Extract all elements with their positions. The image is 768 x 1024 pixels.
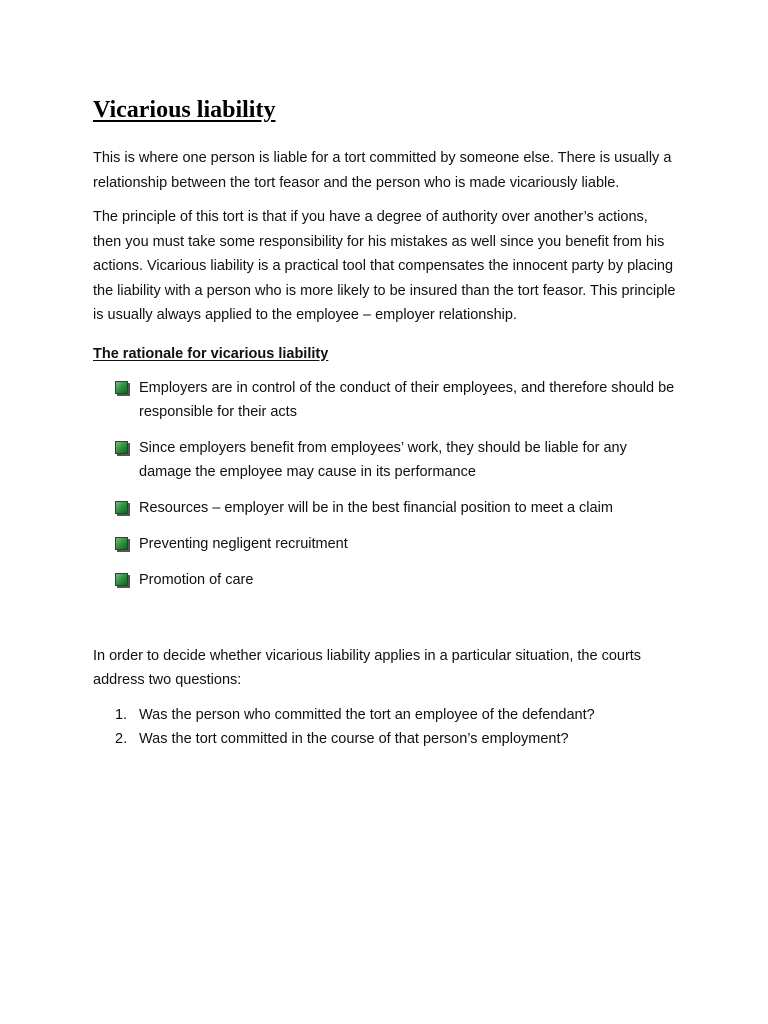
intro-paragraph: This is where one person is liable for a tort committed by someone else. There is usually a relationship between the tort feasor and the person who is made vicariously liable. — [93, 150, 672, 191]
question-item — [115, 727, 678, 751]
green-square-bullet-icon — [115, 441, 128, 454]
question-text: Was the person who committed the tort an employee of the defendant? — [139, 706, 595, 723]
questions-intro-paragraph: In order to decide whether vicarious liability applies in a particular situation, the courts address two questions: — [93, 647, 642, 688]
green-square-bullet-icon — [115, 381, 128, 394]
rationale-list — [93, 376, 678, 592]
list-item — [115, 532, 678, 556]
question-text: Was the tort committed in the course of that person’s employment? — [139, 730, 569, 747]
page-title: Vicarious liability — [93, 97, 276, 123]
list-item-text: Employers are in control of the conduct of their employees, and therefore should be responsible for their acts — [139, 379, 675, 420]
list-item — [115, 376, 678, 424]
green-square-bullet-icon — [115, 537, 128, 550]
list-item — [115, 496, 678, 520]
question-number: 1. — [115, 706, 128, 723]
list-item-text: Since employers benefit from employees’ work, they should be liable for any damage the employee may cause in its performance — [139, 439, 627, 480]
list-item-text: Promotion of care — [139, 571, 254, 588]
green-square-bullet-icon — [115, 501, 128, 514]
section-spacer — [93, 604, 678, 644]
green-square-bullet-icon — [115, 573, 128, 586]
principle-paragraph: The principle of this tort is that if you have a degree of authority over another’s actions, then you must take some responsibility for his mistakes as well since you benefit from his actions. Vicarious liability is a practical tool that compensates the innocent party by placing the liability with a person who is more likely to be insured than the tort feasor. This principle is usually always applied to the employee – employer relationship. — [93, 209, 676, 323]
list-item-text: Resources – employer will be in the best financial position to meet a claim — [139, 499, 613, 516]
rationale-heading: The rationale for vicarious liability — [93, 345, 329, 362]
question-item — [115, 703, 678, 727]
question-number: 2. — [115, 730, 128, 747]
list-item — [115, 436, 678, 484]
list-item-text: Preventing negligent recruitment — [139, 535, 348, 552]
questions-list — [93, 703, 678, 751]
list-item — [115, 568, 678, 592]
document-page — [93, 94, 678, 751]
